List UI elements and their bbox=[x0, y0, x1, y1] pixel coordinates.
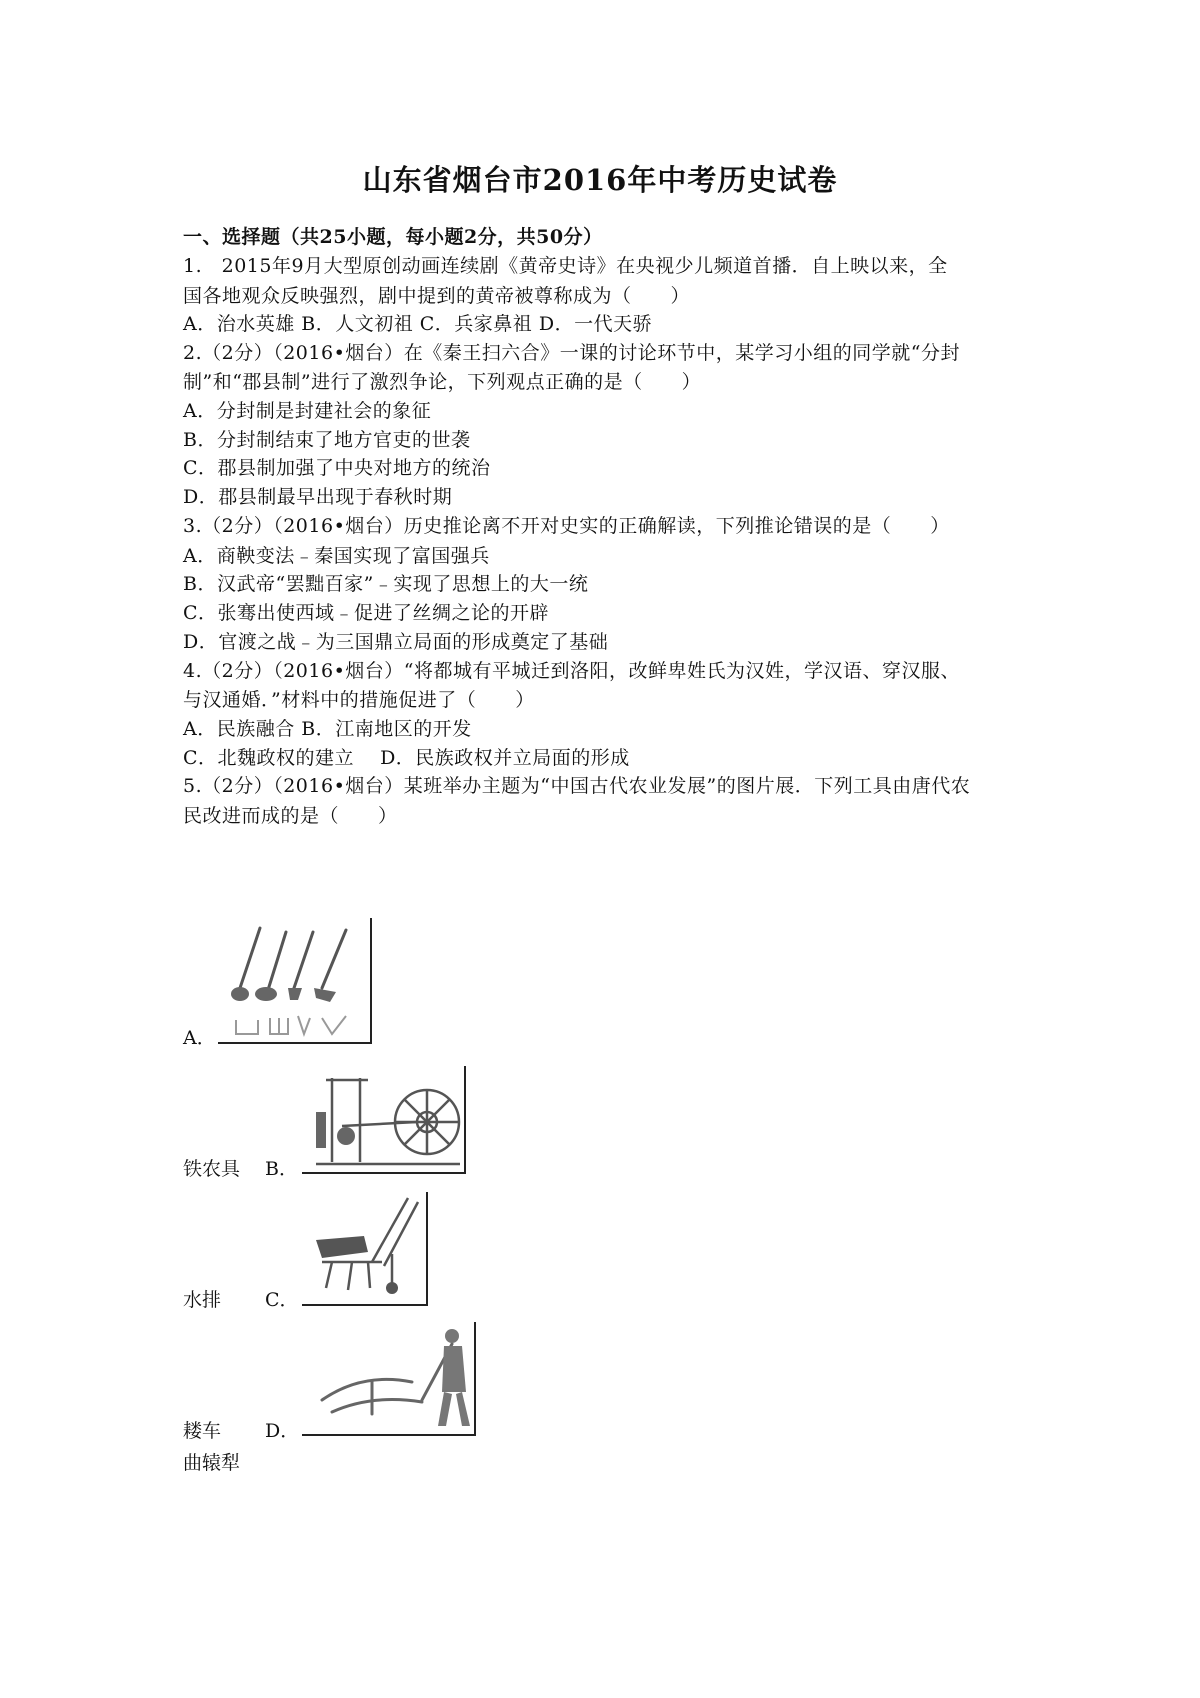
q2-option-d: D．郡县制最早出现于春秋时期 bbox=[183, 486, 453, 508]
q5-label-b: B． bbox=[265, 1158, 298, 1180]
seed-drill-drawing bbox=[302, 1192, 426, 1304]
page-title: 山东省烟台市2016年中考历史试卷 bbox=[362, 163, 838, 197]
q2-stem-line2: 制”和“郡县制”进行了激烈争论，下列观点正确的是（ ） bbox=[183, 371, 702, 393]
q3-stem-line1: 3.（2分）（2016•烟台）历史推论离不开对史实的正确解读，下列推论错误的是（ ） bbox=[183, 515, 950, 537]
q5-caption-a: 铁农具 bbox=[183, 1158, 241, 1180]
q4-options-line1: A．民族融合 B．江南地区的开发 bbox=[183, 718, 472, 740]
q1-stem-line1: 1. 2015年9月大型原创动画连续剧《黄帝史诗》在央视少儿频道首播．自上映以来，全 bbox=[183, 255, 948, 277]
q3-option-b: B．汉武帝“罢黜百家”﹣实现了思想上的大一统 bbox=[183, 573, 589, 595]
q1-stem-line2: 国各地观众反映强烈，剧中提到的黄帝被尊称成为（ ） bbox=[183, 285, 691, 307]
water-bellows-drawing bbox=[302, 1066, 464, 1172]
q5-caption-d: 曲辕犁 bbox=[183, 1452, 241, 1474]
iron-tools-drawing bbox=[218, 918, 370, 1042]
q5-caption-c: 耧车 bbox=[183, 1420, 222, 1442]
q2-stem-line1: 2.（2分）（2016•烟台）在《秦王扫六合》一课的讨论环节中，某学习小组的同学就“分封 bbox=[183, 342, 960, 364]
q3-option-a: A．商鞅变法﹣秦国实现了富国强兵 bbox=[183, 545, 490, 567]
q1-options: A．治水英雄 B．人文初祖 C．兵家鼻祖 D．一代天骄 bbox=[183, 313, 653, 335]
q4-stem-line1: 4.（2分）（2016•烟台）“将都城有平城迁到洛阳，改鲜卑姓氏为汉姓，学汉语、穿汉服、 bbox=[183, 660, 960, 682]
q2-option-b: B．分封制结束了地方官吏的世袭 bbox=[183, 429, 471, 451]
curved-plow-drawing bbox=[302, 1322, 474, 1434]
iron-farm-tools-image bbox=[218, 918, 372, 1044]
q5-label-c: C． bbox=[265, 1289, 299, 1311]
q5-caption-b: 水排 bbox=[183, 1289, 222, 1311]
q5-label-d: D． bbox=[265, 1420, 300, 1442]
q3-option-d: D．官渡之战﹣为三国鼎立局面的形成奠定了基础 bbox=[183, 631, 609, 653]
q3-option-c: C．张骞出使西域﹣促进了丝绸之论的开辟 bbox=[183, 602, 550, 624]
seed-drill-image bbox=[302, 1192, 428, 1306]
section-heading: 一、选择题（共25小题，每小题2分，共50分） bbox=[183, 226, 603, 248]
q5-stem-line1: 5.（2分）（2016•烟台）某班举办主题为“中国古代农业发展”的图片展．下列工具由唐代农 bbox=[183, 775, 971, 797]
q2-option-c: C．郡县制加强了中央对地方的统治 bbox=[183, 457, 491, 479]
water-bellows-image bbox=[302, 1066, 466, 1174]
q5-stem-line2: 民改进而成的是（ ） bbox=[183, 805, 398, 827]
q2-option-a: A．分封制是封建社会的象征 bbox=[183, 400, 432, 422]
q4-stem-line2: 与汉通婚．”材料中的措施促进了（ ） bbox=[183, 689, 535, 711]
curved-shaft-plow-image bbox=[302, 1322, 476, 1436]
q5-label-a: A． bbox=[183, 1027, 216, 1049]
q4-options-line2: C．北魏政权的建立 D．民族政权并立局面的形成 bbox=[183, 747, 630, 769]
